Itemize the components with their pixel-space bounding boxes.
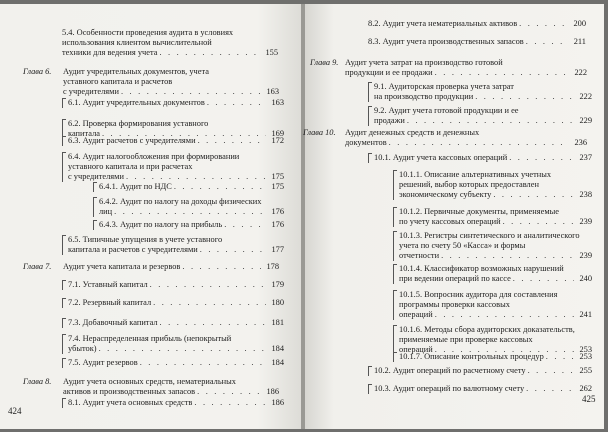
entry-last-line: [399, 310, 592, 320]
entry-page-number: 255: [579, 366, 592, 375]
dot-leader: [140, 358, 266, 368]
entry-bracket: [62, 298, 66, 308]
dot-leader: [121, 87, 261, 97]
dot-leader: [200, 245, 266, 255]
entry-page-number: 169: [271, 129, 284, 138]
toc-entry: [62, 98, 284, 108]
toc-chapter-entry: [345, 58, 587, 78]
entry-title-line: 8.1. Аудит учета основных средств: [68, 398, 193, 407]
entry-title-line: решений, выбор которых предоставлен: [399, 180, 539, 189]
entry-last-line: [62, 48, 278, 58]
entry-title-line: 6.4.1. Аудит по НДС: [99, 182, 172, 191]
entry-last-line: [68, 398, 284, 408]
dot-leader: [475, 92, 574, 102]
entry-page-number: 237: [579, 153, 592, 162]
dot-leader: [160, 318, 266, 328]
dot-leader: [519, 19, 568, 29]
dot-leader: [526, 384, 574, 394]
entry-title-line: 8.2. Аудит учета нематериальных активов: [368, 19, 518, 28]
dot-leader: [224, 220, 266, 230]
toc-entry: [62, 136, 284, 146]
entry-title-line: с учредителями: [63, 87, 119, 96]
toc-entry: [62, 235, 284, 255]
entry-title-line: Аудит учета затрат на производство готовой: [345, 58, 503, 67]
entry-last-line: [68, 98, 284, 108]
entry-page-number: 184: [271, 344, 284, 353]
entry-title-line: 10.1.4. Классификатор возможных нарушений: [399, 264, 564, 273]
entry-bracket: [368, 366, 372, 376]
entry-bracket: [62, 98, 66, 108]
entry-title-line: Аудит денежных средств и денежных: [345, 128, 480, 137]
entry-title-line: операций: [399, 345, 433, 354]
entry-title-line: 6.2. Проверка формирования уставного: [68, 119, 209, 128]
toc-entry: [62, 334, 284, 354]
dot-leader: [182, 262, 261, 272]
entry-title-line: Аудит учредительных документов, учета: [63, 67, 209, 76]
entry-title-line: документов: [345, 138, 387, 147]
entry-page-number: 229: [579, 116, 592, 125]
entry-bracket: [393, 290, 397, 320]
entry-page-number: 175: [271, 172, 284, 181]
chapter-label: Глава 9.: [310, 58, 339, 67]
toc-entry: [93, 220, 284, 230]
entry-last-line: [374, 366, 592, 376]
entry-title-line: уставного капитала и расчетов: [63, 77, 173, 86]
entry-page-number: 222: [579, 92, 592, 101]
entry-title-line: 8.3. Аудит учета производственных запасов: [368, 37, 524, 46]
entry-last-line: [399, 352, 592, 362]
entry-last-line: [345, 138, 587, 148]
entry-last-line: [99, 207, 284, 217]
entry-bracket: [368, 153, 372, 163]
entry-title-line: с учредителями: [68, 172, 124, 181]
entry-last-line: [99, 182, 284, 192]
entry-page-number: 240: [579, 274, 592, 283]
entry-last-line: [68, 280, 284, 290]
entry-last-line: [68, 245, 284, 255]
toc-entry: [62, 152, 284, 182]
dot-leader: [126, 172, 266, 182]
entry-title-line: 6.4.3. Аудит по налогу на прибыль: [99, 220, 223, 229]
entry-title-line: 10.3. Аудит операций по валютному счету: [374, 384, 525, 393]
entry-bracket: [368, 82, 372, 102]
toc-entry: [393, 264, 592, 284]
entry-title-line: капитала: [68, 129, 100, 138]
dot-leader: [389, 138, 569, 148]
entry-bracket: [62, 318, 66, 328]
entry-last-line: [68, 172, 284, 182]
entry-last-line: [368, 37, 586, 47]
entry-page-number: 155: [265, 48, 278, 57]
entry-bracket: [62, 152, 66, 182]
toc-entry: [368, 366, 592, 376]
entry-last-line: [63, 87, 279, 97]
entry-page-number: 211: [573, 37, 586, 46]
toc-chapter-entry: [345, 128, 587, 148]
toc-entry: [368, 82, 592, 102]
toc-entry: [393, 170, 592, 200]
entry-page-number: 236: [574, 138, 587, 147]
entry-title-line: 7.1. Уставный капитал: [68, 280, 148, 289]
entry-page-number: 239: [579, 251, 592, 260]
entry-bracket: [393, 325, 397, 355]
toc-chapter-entry: [63, 67, 279, 97]
entry-last-line: [399, 251, 592, 261]
dot-leader: [150, 280, 266, 290]
entry-title-line: по учету кассовых операций: [399, 217, 501, 226]
chapter-label: Глава 8.: [23, 377, 52, 386]
entry-last-line: [68, 298, 284, 308]
entry-title-line: 10.1.1. Описание альтернативных учетных: [399, 170, 552, 179]
entry-title-line: 10.1.5. Вопросник аудитора для составления: [399, 290, 558, 299]
entry-title-line: отчетности: [399, 251, 440, 260]
entry-bracket: [393, 170, 397, 200]
toc-entry: [62, 358, 284, 368]
entry-page-number: 176: [271, 220, 284, 229]
entry-title-line: экономическому субъекту: [399, 190, 492, 199]
entry-page-number: 262: [579, 384, 592, 393]
toc-entry: [62, 280, 284, 290]
dot-leader: [435, 310, 574, 320]
entry-title-line: на производство продукции: [374, 92, 474, 101]
dot-leader: [198, 136, 266, 146]
entry-title-line: 10.1.3. Регистры синтетического и аналитического: [399, 231, 580, 240]
book-gutter: [301, 4, 305, 429]
entry-title-line: 7.3. Добавочный капитал: [68, 318, 158, 327]
entry-title-line: при ведении операций по кассе: [399, 274, 511, 283]
entry-page-number: 253: [579, 345, 592, 354]
toc-entry: [368, 384, 592, 394]
entry-last-line: [374, 384, 592, 394]
entry-page-number: 253: [579, 352, 592, 361]
entry-page-number: 222: [574, 68, 587, 77]
entry-title-line: использования клиентом вычислительной: [62, 38, 212, 47]
toc-entry: [93, 197, 284, 217]
dot-leader: [546, 352, 574, 362]
entry-bracket: [62, 280, 66, 290]
entry-title-line: капитала и расчетов с учредителями: [68, 245, 198, 254]
dot-leader: [174, 182, 266, 192]
entry-title-line: 5.4. Особенности проведения аудита в условиях: [62, 28, 234, 37]
entry-title-line: Аудит учета основных средств, нематериальных: [63, 377, 236, 386]
entry-title-line: 6.4.2. Аудит по налогу на доходы физических: [99, 197, 262, 206]
toc-entry: [393, 325, 592, 355]
entry-title-line: уставного капитала и при расчетах: [68, 162, 193, 171]
entry-last-line: [63, 387, 279, 397]
right-page-number: 425: [582, 394, 596, 404]
toc-entry: [368, 106, 592, 126]
toc-entry: [62, 398, 284, 408]
entry-last-line: [68, 358, 284, 368]
toc-entry: [93, 182, 284, 192]
entry-last-line: [63, 262, 279, 272]
entry-page-number: 238: [579, 190, 592, 199]
entry-title-line: 6.4. Аудит налогообложения при формировании: [68, 152, 240, 161]
entry-bracket: [393, 207, 397, 227]
toc-entry: [393, 290, 592, 320]
chapter-label: Глава 6.: [23, 67, 52, 76]
entry-last-line: [374, 153, 592, 163]
toc-chapter-entry: [63, 262, 279, 272]
dot-leader: [493, 190, 574, 200]
entry-title-line: 6.1. Аудит учредительных документов: [68, 98, 205, 107]
dot-leader: [513, 274, 574, 284]
entry-title-line: операций: [399, 310, 433, 319]
entry-page-number: 181: [271, 318, 284, 327]
entry-page-number: 163: [266, 87, 279, 96]
toc-entry: [62, 318, 284, 328]
entry-title-line: 6.3. Аудит расчетов с учредителями: [68, 136, 196, 145]
dot-leader: [435, 68, 569, 78]
entry-last-line: [368, 19, 586, 29]
entry-page-number: 177: [271, 245, 284, 254]
entry-title-line: применяемые при проверке кассовых: [399, 335, 533, 344]
entry-bracket: [62, 334, 66, 354]
entry-page-number: 176: [271, 207, 284, 216]
entry-page-number: 241: [579, 310, 592, 319]
toc-entry: [62, 28, 278, 58]
entry-title-line: 10.1.2. Первичные документы, применяемые: [399, 207, 559, 216]
entry-last-line: [68, 344, 284, 354]
toc-entry: [62, 298, 284, 308]
entry-bracket: [62, 398, 66, 408]
entry-bracket: [368, 106, 372, 126]
entry-page-number: 172: [271, 136, 284, 145]
entry-page-number: 186: [271, 398, 284, 407]
entry-page-number: 180: [271, 298, 284, 307]
dot-leader: [503, 217, 574, 227]
dot-leader: [114, 207, 266, 217]
entry-title-line: 10.1.6. Методы сбора аудиторских доказательств,: [399, 325, 575, 334]
entry-bracket: [93, 220, 97, 230]
entry-bracket: [368, 384, 372, 394]
entry-title-line: активов и производственных запасов: [63, 387, 196, 396]
entry-page-number: 175: [271, 182, 284, 191]
entry-bracket: [62, 358, 66, 368]
toc-entry: [368, 153, 592, 163]
chapter-label: Глава 7.: [23, 262, 52, 271]
dot-leader: [194, 398, 266, 408]
entry-title-line: 7.2. Резервный капитал: [68, 298, 152, 307]
entry-title-line: 9.1. Аудиторская проверка учета затрат: [374, 82, 514, 91]
entry-title-line: 10.1.7. Описание контрольных процедур: [399, 352, 544, 361]
entry-page-number: 200: [573, 19, 586, 28]
dot-leader: [528, 366, 574, 376]
entry-last-line: [399, 190, 592, 200]
entry-title-line: 6.5. Типичные упущения в учете уставного: [68, 235, 223, 244]
entry-page-number: 178: [266, 262, 279, 271]
left-page-number: 424: [8, 406, 22, 416]
entry-title-line: программы проверки кассовых: [399, 300, 510, 309]
dot-leader: [153, 298, 266, 308]
dot-leader: [441, 251, 574, 261]
entry-page-number: 239: [579, 217, 592, 226]
entry-page-number: 186: [266, 387, 279, 396]
entry-last-line: [345, 68, 587, 78]
entry-last-line: [68, 136, 284, 146]
toc-entry: [368, 19, 586, 29]
entry-title-line: продажи: [374, 116, 405, 125]
toc-entry: [393, 207, 592, 227]
entry-title-line: продукции и ее продажи: [345, 68, 433, 77]
entry-bracket: [393, 231, 397, 261]
dot-leader: [99, 344, 266, 354]
entry-last-line: [374, 92, 592, 102]
entry-title-line: учета по счету 50 «Касса» и формы: [399, 241, 526, 250]
entry-page-number: 163: [271, 98, 284, 107]
entry-bracket: [62, 136, 66, 146]
dot-leader: [526, 37, 568, 47]
entry-title-line: 7.4. Нераспределенная прибыль (непокрытый: [68, 334, 232, 343]
entry-title-line: 9.2. Аудит учета готовой продукции и ее: [374, 106, 519, 115]
entry-bracket: [93, 182, 97, 192]
entry-page-number: 184: [271, 358, 284, 367]
dot-leader: [159, 48, 260, 58]
dot-leader: [407, 116, 574, 126]
dot-leader: [509, 153, 574, 163]
entry-title-line: лиц: [99, 207, 113, 216]
entry-title-line: 10.1. Аудит учета кассовых операций: [374, 153, 508, 162]
entry-last-line: [68, 318, 284, 328]
entry-bracket: [62, 235, 66, 255]
entry-title-line: 10.2. Аудит операций по расчетному счету: [374, 366, 526, 375]
toc-entry: [393, 352, 592, 362]
entry-title-line: убыток): [68, 344, 97, 353]
entry-bracket: [393, 352, 397, 362]
entry-bracket: [393, 264, 397, 284]
toc-entry: [393, 231, 592, 261]
entry-title-line: Аудит учета капитала и резервов: [63, 262, 181, 271]
toc-chapter-entry: [63, 377, 279, 397]
dot-leader: [207, 98, 266, 108]
entry-bracket: [93, 197, 97, 217]
entry-title-line: техники для ведения учета: [62, 48, 158, 57]
entry-last-line: [399, 274, 592, 284]
toc-entry: [368, 37, 586, 47]
entry-title-line: 7.5. Аудит резервов: [68, 358, 138, 367]
entry-last-line: [99, 220, 284, 230]
entry-last-line: [374, 116, 592, 126]
chapter-label: Глава 10.: [303, 128, 336, 137]
dot-leader: [197, 387, 261, 397]
entry-page-number: 179: [271, 280, 284, 289]
entry-last-line: [399, 217, 592, 227]
